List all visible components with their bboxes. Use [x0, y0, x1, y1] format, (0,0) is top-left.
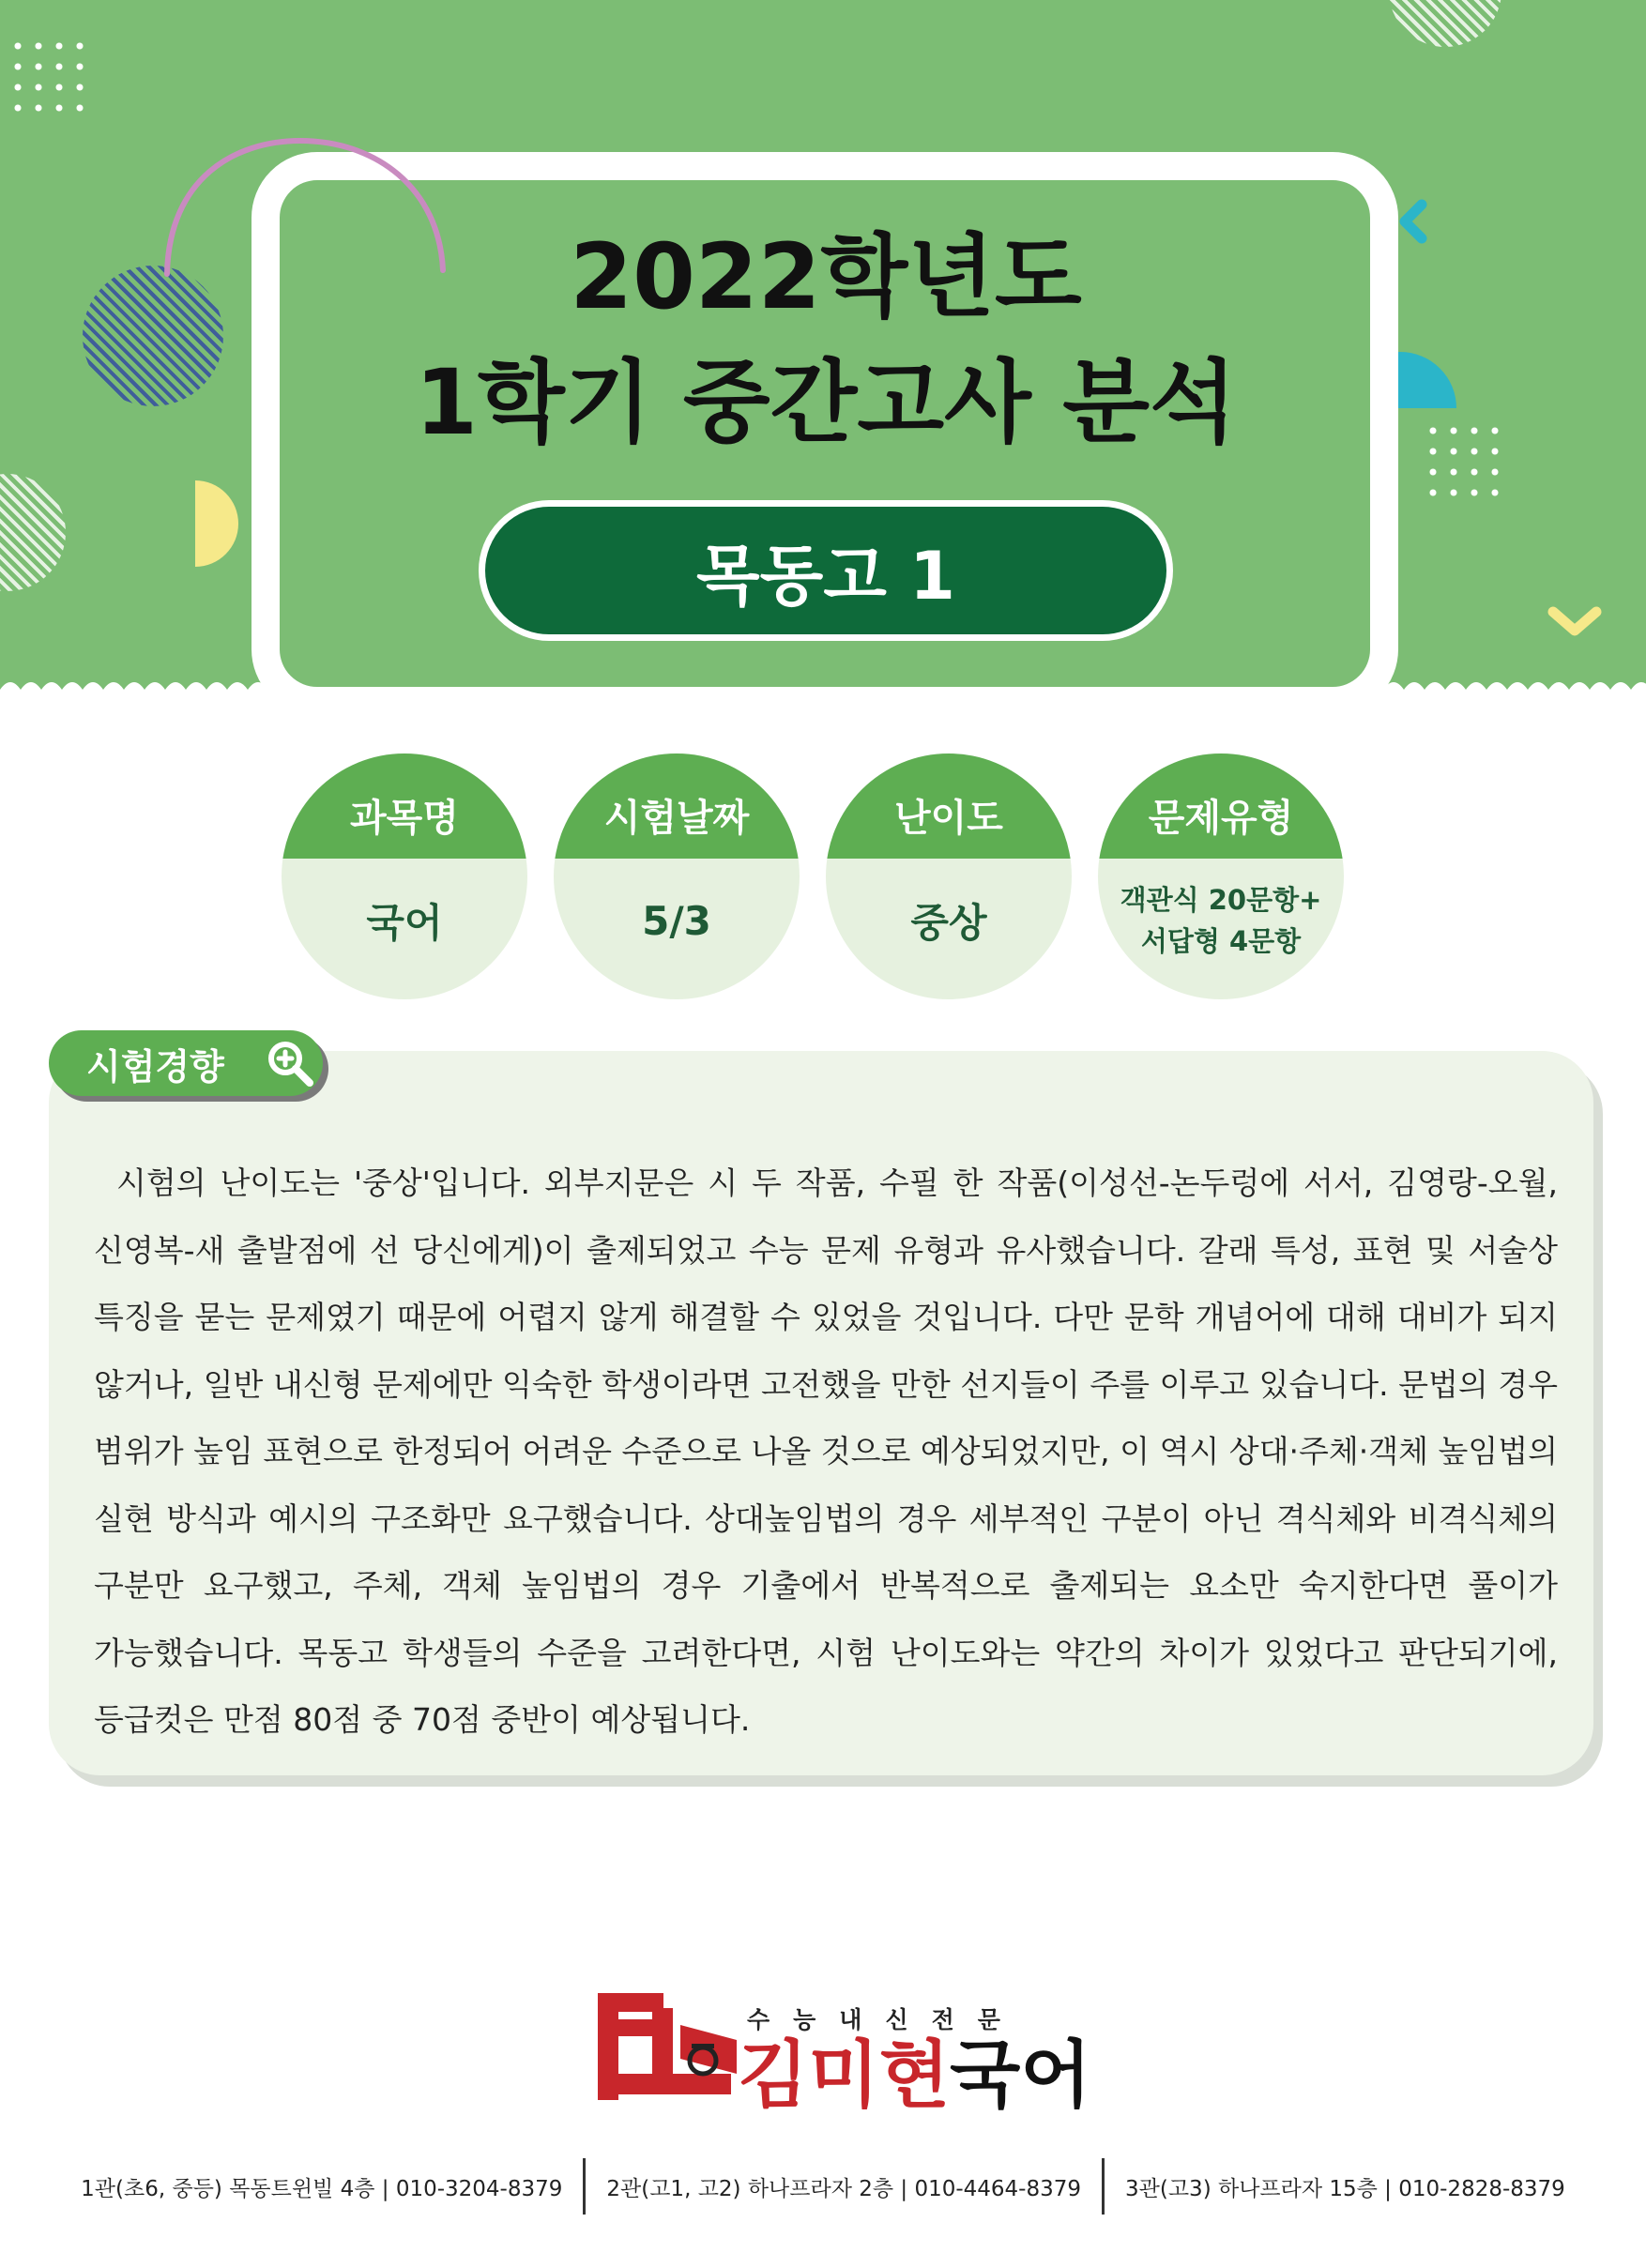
page-title: [282, 214, 1370, 465]
info-subject: [282, 753, 527, 999]
magnifier-plus-icon: [263, 1036, 317, 1090]
info-exam-date: [554, 753, 800, 999]
info-label: 난이도: [894, 797, 1003, 840]
branch-address: 1관(초6, 중등) 목동트윈빌 4층 | 010-3204-8379: [81, 2176, 563, 2201]
chevron-down-icon: [1553, 612, 1596, 631]
academy-tagline: 수능내신전문: [747, 2006, 1024, 2033]
info-value-line2: 서답형 4문항: [1140, 925, 1302, 957]
info-label: 시험날짜: [603, 797, 750, 840]
exam-trend-label: 시험경향: [86, 1045, 224, 1088]
exam-trend-tag: [49, 1030, 323, 1096]
branch-address: 2관(고1, 고2) 하나프라자 2층 | 010-4464-8379: [606, 2176, 1082, 2201]
academy-name-black: 국어: [950, 2033, 1091, 2118]
info-value-line1: 객관식 20문항+: [1120, 884, 1322, 916]
branch-address: 3관(고3) 하나프라자 15층 | 010-2828-8379: [1125, 2176, 1565, 2201]
info-label: 과목명: [350, 797, 459, 840]
branch-addresses: [0, 2158, 1646, 2215]
info-label: 문제유형: [1148, 797, 1294, 840]
school-badge: [479, 500, 1173, 641]
info-value: 5/3: [642, 897, 711, 944]
academy-name: [738, 2032, 1091, 2119]
info-difficulty: [826, 753, 1072, 999]
school-name: 목동고 1: [696, 537, 955, 615]
info-value: 중상: [910, 900, 987, 946]
info-value: 국어: [366, 900, 443, 946]
chevron-left-icon: [1405, 205, 1422, 238]
academy-name-red: 김미현: [738, 2033, 951, 2118]
title-line-year: 2022학년도: [570, 224, 1082, 329]
info-question-type: [1098, 753, 1344, 999]
academy-logo-mark: [596, 1987, 737, 2111]
title-line-exam: 1학기 중간고사 분석: [415, 350, 1237, 455]
exam-trend-text: 시험의 난이도는 '중상'입니다. 외부지문은 시 두 작품, 수필 한 작품(이성선-논두렁에 서서, 김영랑-오월, 신영복-새 출발점에 선 당신에게)이 출제되었고 수능 문제 유형과 유사했습니다. 갈래 특성, 표현 및 서술상 특징을 묻는 문제였기 때문에 어렵지 않게 해결할 수 있었을 것입니다. 다만 문학 개념어에 대해 대비가 되지 않거나, 일반 내신형 문제에만 익숙한 학생이라면 고전했을 만한 선지들이 주를 이루고 있습니다. 문법의 경우 범위가 높임 표현으로 한정되어 어려운 수준으로 나올 것으로 예상되었지만, 이 역시 상대·주체·객체 높임법의 실현 방식과 예시의 구조화만 요구했습니다. 상대높임법의 경우 세부적인 구분이 아닌 격식체와 비격식체의 구분만 요구했고, 주체, 객체 높임법의 경우 기출에서 반복적으로 출제되는 요소만 숙지한다면 풀이가 가능했습니다. 목동고 학생들의 수준을 고려한다면, 시험 난이도와는 약간의 차이가 있었다고 판단되기에, 등급컷은 만점 80점 중 70점 중반이 예상됩니다.: [94, 1164, 1558, 1738]
